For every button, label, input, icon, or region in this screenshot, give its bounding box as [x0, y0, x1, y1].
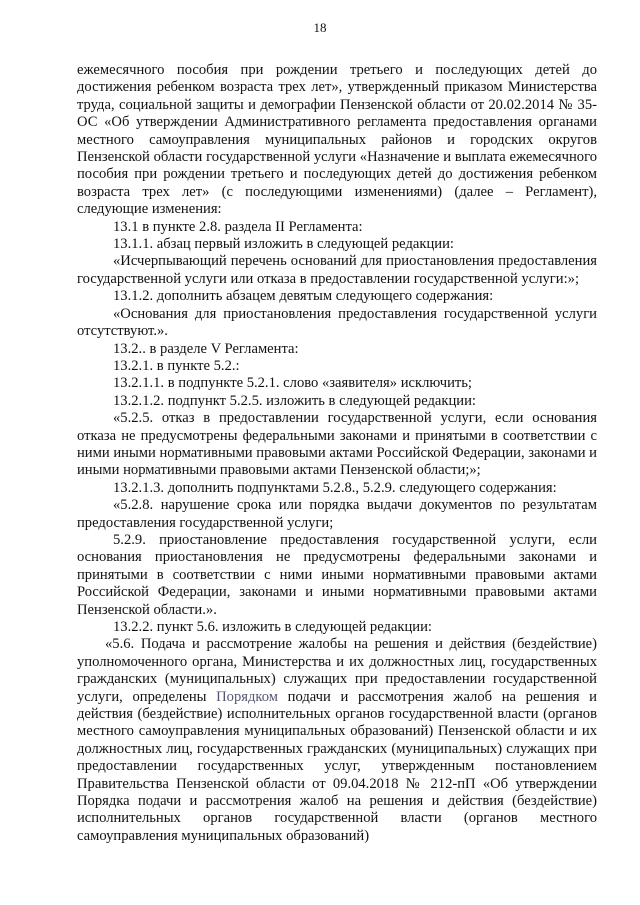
- paragraph: 13.2.1.1. в подпункте 5.2.1. слово «заявителя» исключить;: [113, 375, 472, 392]
- paragraph: «5.2.8. нарушение срока или порядка выдачи документов по результатам предоставления государственной услуги;: [77, 497, 597, 531]
- paragraph: 13.2.1. в пункте 5.2.:: [113, 357, 240, 374]
- paragraph: 13.1.2. дополнить абзацем девятым следующего содержания:: [113, 288, 494, 305]
- paragraph: «Исчерпывающий перечень оснований для приостановления предоставления государственной услуги или отказа в предоставлении государственной услуги:»;: [77, 253, 597, 287]
- paragraph: 13.2.2. пункт 5.6. изложить в следующей редакции:: [113, 619, 432, 635]
- paragraph: 5.2.9. приостановление предоставления государственной услуги, если основания приостановления не предусмотрены федеральными законами и принятыми в соответствии с ними иными нормативными правовыми актами Российской Федерации, законами и иными нормативными правовыми актами Пензенской области.».: [77, 531, 597, 618]
- paragraph-text: «5.6. Подача и рассмотрение жалобы на решения и действия (бездействие) уполномоченного органа, Министерства и их должностных лиц, государственных гражданских (муниципальных) служащих при предоставлении государственной услуги, определены: [77, 636, 597, 705]
- poryadok-link[interactable]: Порядком: [216, 688, 278, 705]
- paragraph: «5.2.5. отказ в предоставлении государственной услуги, если основания отказа не предусмотрены федеральными законами и принятыми в соответствии с ними иными нормативными правовыми актами Российской Федерации, законами и иными нормативными правовыми актами Пензенской области;»;: [77, 410, 597, 479]
- paragraph: 13.2.1.3. дополнить подпунктами 5.2.8., 5.2.9. следующего содержания:: [113, 479, 557, 496]
- paragraph: [77, 636, 597, 845]
- document-body: [77, 62, 597, 845]
- paragraph: 13.2.1.2. подпункт 5.2.5. изложить в следующей редакции:: [113, 392, 476, 409]
- paragraph: 13.2.. в разделе V Регламента:: [113, 340, 299, 357]
- page-number: 18: [313, 20, 327, 35]
- paragraph: ежемесячного пособия при рождении третьего и последующих детей до достижения ребенком возраста трех лет», утвержденный приказом Министерства труда, социальной защиты и демографии Пензенской области от 20.02.2014 № 35-ОС «Об утверждении Административного регламента предоставления органами местного самоуправления муниципальных районов и городских округов Пензенской области государственной услуги «Назначение и выплата ежемесячного пособия при рождении третьего и последующих детей до достижения ребенком возраста трех лет» (с последующими изменениями) (далее – Регламент), следующие изменения:: [77, 62, 597, 218]
- paragraph-text: подачи и рассмотрения жалоб на решения и действия (бездействие) исполнительных органов государственной власти (органов местного самоуправления муниципальных образований) Пензенской области и их должностных лиц, государственных гражданских (муниципальных) служащих при предоставлении государственных услуг, утвержденным постановлением Правительства Пензенской области от 09.04.2018 № 212-пП «Об утверждении Порядка подачи и рассмотрения жалоб на решения и действия (бездействие) исполнительных органов государственной власти (органов местного самоуправления муниципальных образований): [77, 688, 597, 844]
- paragraph: 13.1 в пункте 2.8. раздела II Регламента:: [113, 218, 363, 235]
- paragraph: 13.1.1. абзац первый изложить в следующей редакции:: [113, 236, 454, 253]
- paragraph: «Основания для приостановления предоставления государственной услуги отсутствуют.».: [77, 305, 597, 340]
